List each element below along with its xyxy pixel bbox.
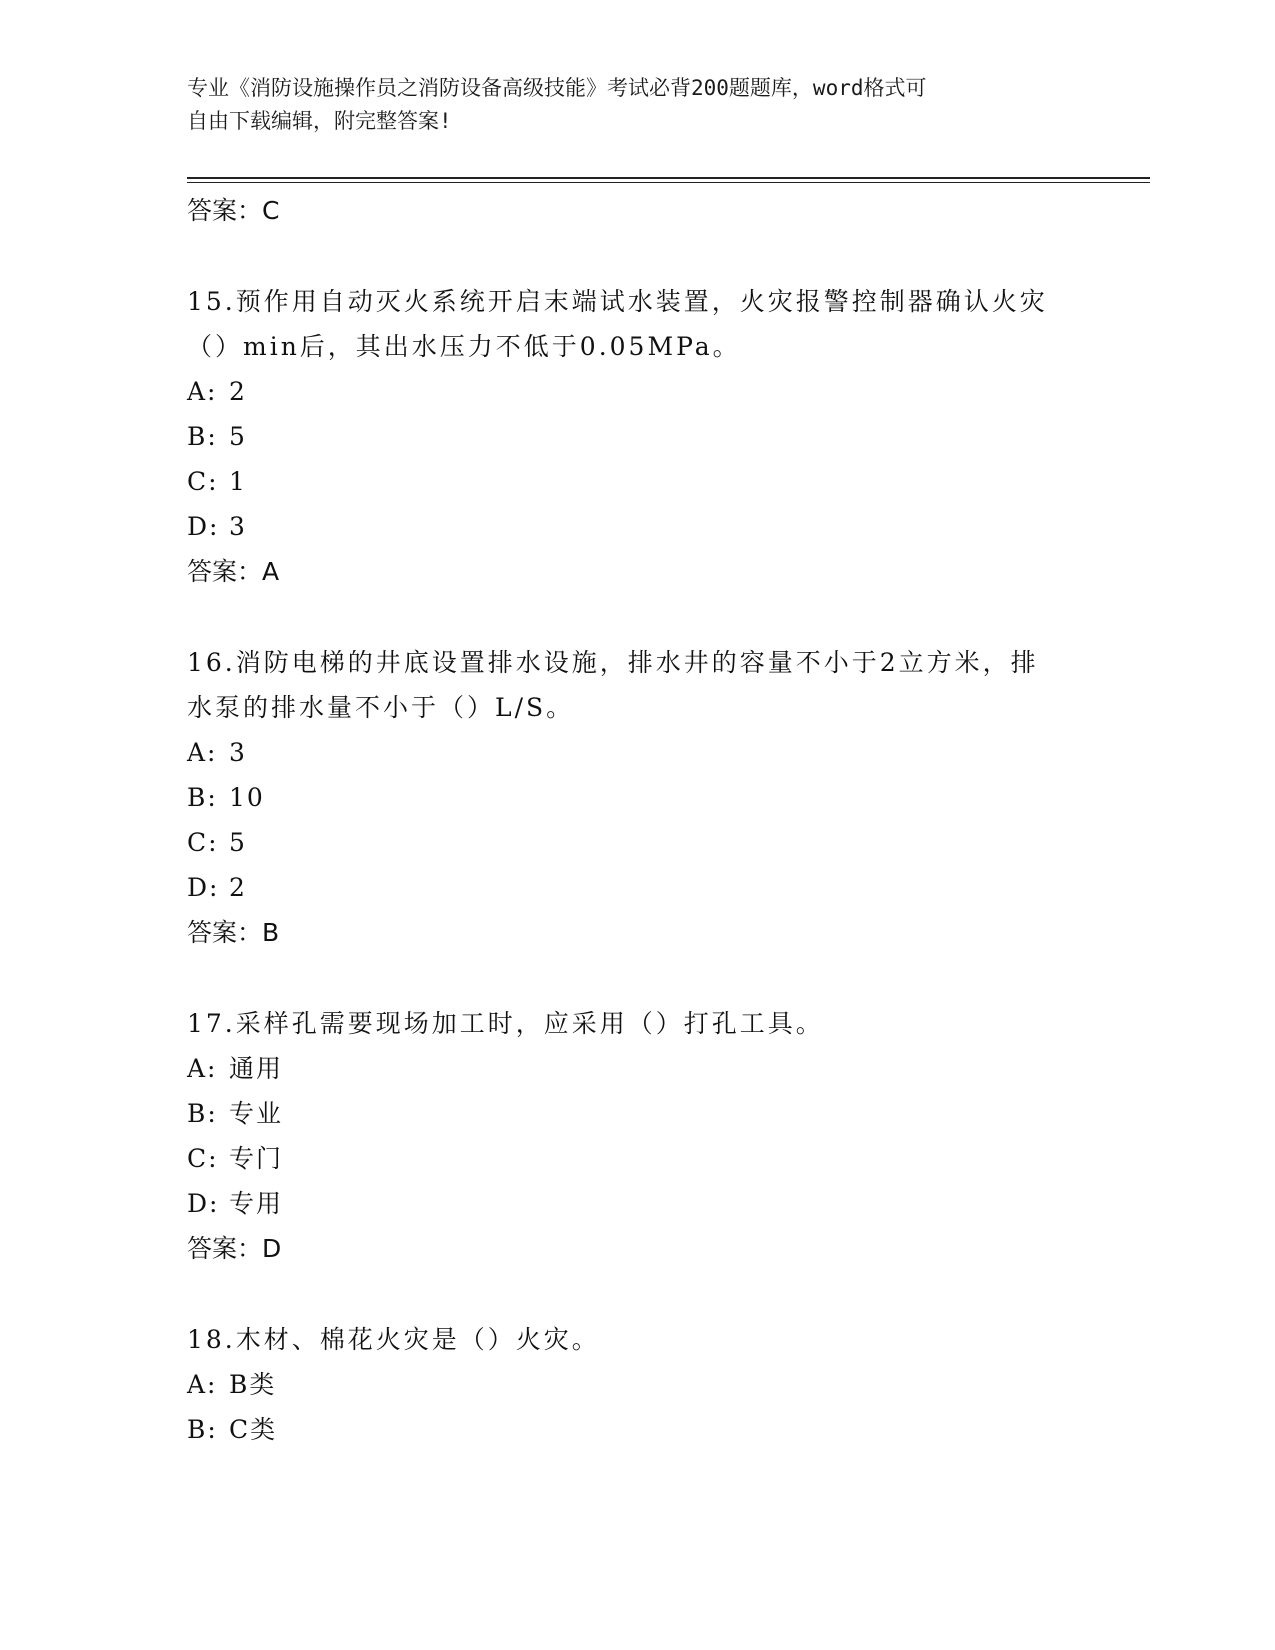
option-a: A: 2 (187, 377, 247, 406)
answer-line: 答案：B (187, 918, 280, 947)
header-divider (187, 177, 1150, 179)
header-line-1: 专业《消防设施操作员之消防设备高级技能》考试必背200题题库，word格式可 (187, 76, 927, 100)
option-a: A: 3 (187, 738, 247, 767)
header-divider-thin (187, 182, 1150, 183)
document-header (187, 72, 1067, 138)
option-a: A: 通用 (187, 1054, 284, 1083)
answer-line: 答案：A (187, 557, 280, 586)
question-item (187, 1317, 1087, 1452)
option-b: B: 10 (187, 783, 265, 812)
answer-line: 答案：C (187, 196, 280, 225)
option-d: D: 2 (187, 873, 247, 902)
question-text: 17.采样孔需要现场加工时，应采用（）打孔工具。 (187, 1009, 824, 1038)
option-c: C: 1 (187, 467, 247, 496)
question-text: 16.消防电梯的井底设置排水设施，排水井的容量不小于2立方米，排 水泵的排水量不小于（）L/S。 (187, 648, 1039, 722)
question-text: 18.木材、棉花火灾是（）火灾。 (187, 1325, 600, 1354)
question-text: 15.预作用自动灭火系统开启末端试水装置，火灾报警控制器确认火灾 （）min后，其出水压力不低于0.05MPa。 (187, 287, 1048, 361)
answer-line: 答案：D (187, 1234, 282, 1263)
question-item (187, 1001, 1087, 1271)
question-item (187, 279, 1087, 594)
option-d: D: 3 (187, 512, 247, 541)
question-list (187, 188, 1087, 1452)
question-item (187, 640, 1087, 955)
option-b: B: C类 (187, 1415, 278, 1444)
option-b: B: 专业 (187, 1099, 284, 1128)
option-d: D: 专用 (187, 1189, 284, 1218)
option-c: C: 专门 (187, 1144, 284, 1173)
option-b: B: 5 (187, 422, 247, 451)
header-line-2: 自由下载编辑，附完整答案! (187, 109, 452, 133)
option-a: A: B类 (187, 1370, 277, 1399)
option-c: C: 5 (187, 828, 247, 857)
